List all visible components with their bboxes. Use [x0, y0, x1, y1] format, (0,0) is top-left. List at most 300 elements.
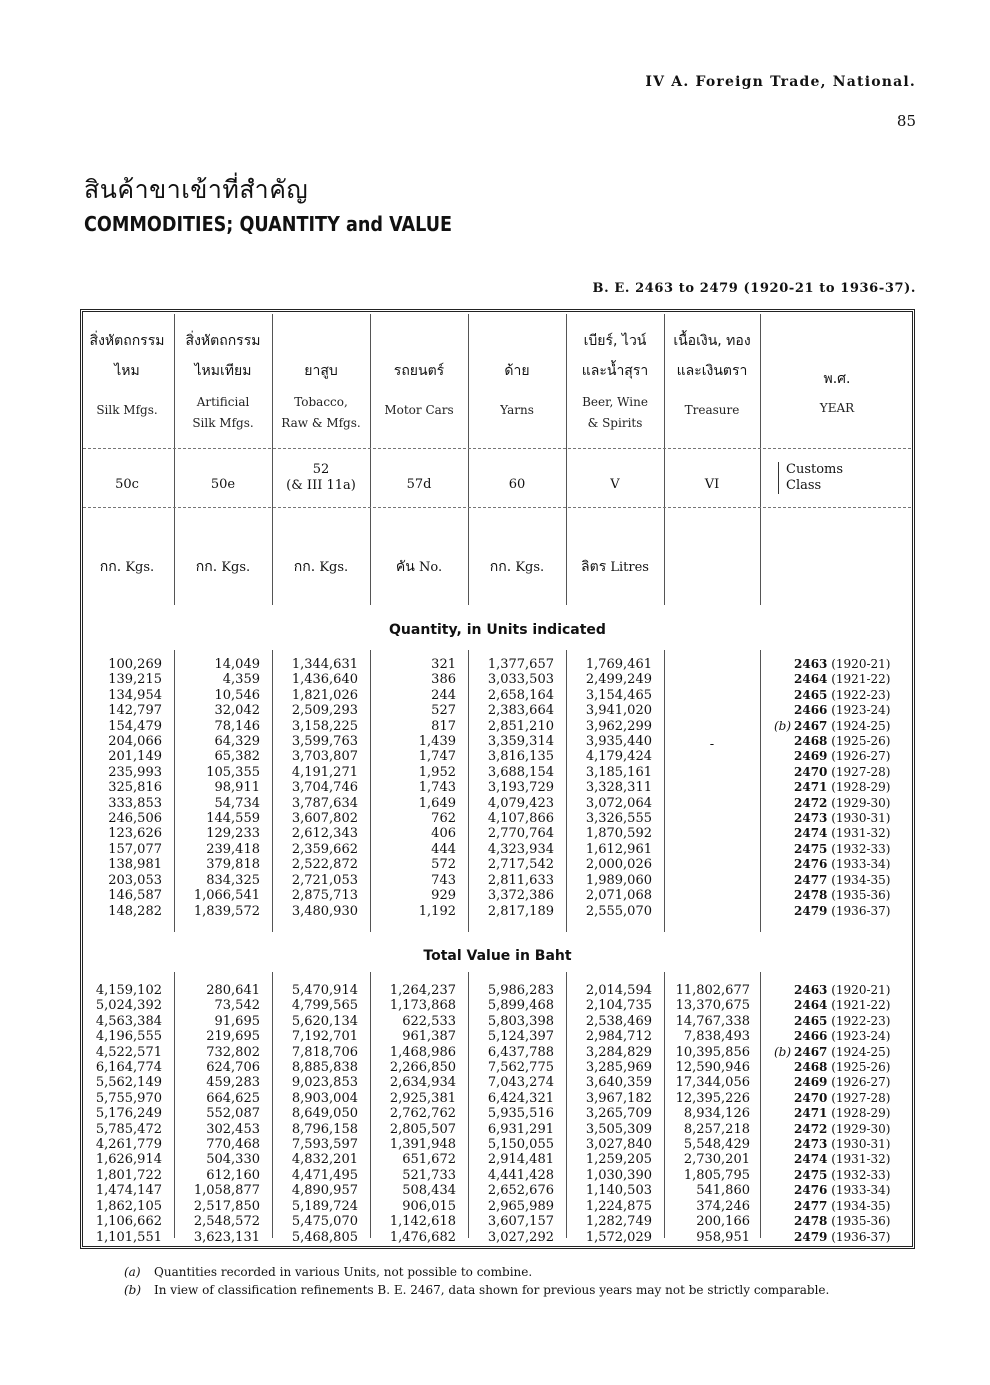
year-be: 2474 — [794, 826, 828, 841]
year-be: 2468 — [794, 734, 828, 749]
year-be: 2465 — [794, 1013, 828, 1028]
table-cell: 5,150,055 — [487, 1137, 554, 1153]
table-cell: 4,359 — [222, 672, 260, 688]
table-cell: 770,468 — [206, 1137, 260, 1153]
table-cell: 504,330 — [206, 1152, 260, 1168]
table-cell: 4,079,423 — [487, 795, 554, 811]
table-cell: 379,818 — [206, 857, 260, 873]
unit-label — [274, 556, 368, 578]
data-column — [262, 657, 358, 919]
year-be: 2470 — [794, 764, 828, 779]
table-cell: 333,853 — [108, 795, 162, 811]
footnote-a — [124, 1265, 532, 1279]
column-header — [176, 330, 270, 440]
year-ad: (1921-22) — [831, 672, 891, 687]
column-title-english-2: & Spirits — [587, 416, 643, 430]
year-row — [794, 998, 890, 1013]
table-cell: 4,563,384 — [95, 1013, 162, 1029]
table-cell: 91,695 — [214, 1013, 260, 1029]
table-cell: 154,479 — [108, 718, 162, 734]
column-title-english-1: Silk Mfgs. — [96, 403, 158, 417]
table-cell: 4,522,571 — [95, 1044, 162, 1060]
table-cell: 5,468,805 — [291, 1229, 358, 1245]
table-cell: 2,721,053 — [291, 872, 358, 888]
column-title-thai-1: เนื้อเงิน, ทอง — [673, 333, 751, 349]
column-title-english-1: Artificial — [196, 395, 250, 409]
table-cell: 2,517,850 — [193, 1198, 260, 1214]
table-cell: 7,593,597 — [291, 1137, 358, 1153]
column-title-english-1: Treasure — [684, 403, 740, 417]
table-cell: 6,164,774 — [95, 1060, 162, 1076]
table-cell: 302,453 — [206, 1121, 260, 1137]
table-cell: 123,626 — [108, 826, 162, 842]
year-row — [794, 1106, 890, 1121]
footnote-text: In view of classification refinements B. E. 2467, data shown for previous years may not be strictly comparable. — [154, 1283, 830, 1297]
year-ad: (1928-29) — [831, 1106, 891, 1121]
year-ad: (1935-36) — [831, 888, 891, 903]
table-cell: 201,149 — [108, 749, 162, 765]
table-cell: 8,796,158 — [291, 1121, 358, 1137]
year-ad: (1926-27) — [831, 749, 891, 764]
customs-class: 52 — [312, 462, 330, 477]
column-divider — [760, 314, 761, 605]
table-cell: 2,000,026 — [585, 857, 652, 873]
table-cell: 239,418 — [206, 841, 260, 857]
unit-label — [82, 556, 172, 578]
table-cell: 2,652,676 — [487, 1183, 554, 1199]
table-cell: 3,027,292 — [487, 1229, 554, 1245]
year-ad: (1924-25) — [831, 718, 891, 733]
column-title-english-2: Raw & Mfgs. — [281, 416, 361, 430]
table-cell: 12,395,226 — [675, 1090, 750, 1106]
year-row — [794, 857, 890, 872]
year-row — [794, 1137, 890, 1152]
year-ad: (1932-33) — [831, 1167, 891, 1182]
table-cell: 7,043,274 — [487, 1075, 554, 1091]
unit-english: No. — [418, 560, 443, 575]
column-title-thai-1: สิ่งหัตถกรรม — [89, 333, 165, 349]
year-be: 2467 — [794, 1044, 828, 1059]
footnote-mark: (a) — [124, 1265, 141, 1279]
table-cell: 8,885,838 — [291, 1060, 358, 1076]
table-cell: 17,344,056 — [675, 1075, 750, 1091]
table-cell: 6,437,788 — [487, 1044, 554, 1060]
table-cell: 7,818,706 — [291, 1044, 358, 1060]
table-cell: 1,066,541 — [193, 888, 260, 904]
table-cell: 958,951 — [696, 1229, 750, 1245]
year-ad: (1921-22) — [831, 998, 891, 1013]
table-cell: 5,755,970 — [95, 1090, 162, 1106]
table-cell: 1,870,592 — [585, 826, 652, 842]
table-cell: 3,072,064 — [585, 795, 652, 811]
year-column — [774, 983, 891, 1245]
table-cell: 2,359,662 — [291, 841, 358, 857]
table-cell: 1,058,877 — [193, 1183, 260, 1199]
table-cell: 1,476,682 — [389, 1229, 456, 1245]
table-cell: 3,599,763 — [291, 734, 358, 750]
year-ad: (1920-21) — [831, 983, 891, 997]
column-divider — [664, 650, 665, 932]
table-cell: 5,899,468 — [487, 998, 554, 1014]
year-be: 2475 — [794, 1167, 828, 1182]
year-row — [794, 904, 890, 919]
year-ad: (1929-30) — [831, 1121, 891, 1136]
table-cell: 4,261,779 — [95, 1137, 162, 1153]
section-head-quantity: Quantity, in Units indicated — [389, 622, 606, 638]
table-cell: 1,805,795 — [683, 1167, 750, 1183]
table-cell: 1,140,503 — [585, 1183, 652, 1199]
table-cell: 2,762,762 — [389, 1106, 456, 1122]
table-cell: 2,770,764 — [487, 826, 554, 842]
year-ad: (1930-31) — [831, 1137, 891, 1152]
column-title-thai-1: เบียร์, ไวน์ — [583, 333, 647, 349]
table-cell: 8,649,050 — [291, 1106, 358, 1122]
table-cell: 521,733 — [402, 1167, 456, 1183]
year-ad: (1924-25) — [831, 1044, 891, 1059]
table-cell: 612,160 — [206, 1167, 260, 1183]
year-row — [794, 703, 890, 718]
year-row — [794, 811, 890, 826]
year-header-english: YEAR — [819, 401, 855, 415]
table-cell: 5,475,070 — [291, 1214, 358, 1230]
table-cell: 1,106,662 — [95, 1214, 162, 1230]
unit-label — [176, 556, 270, 578]
table-cell: 157,077 — [108, 841, 162, 857]
year-be: 2465 — [794, 687, 828, 702]
table-cell: 2,555,070 — [585, 903, 652, 919]
table-cell: 4,196,555 — [95, 1029, 162, 1045]
table-cell: 2,717,542 — [487, 857, 554, 873]
table-cell: 444 — [431, 841, 456, 857]
table-cell: 203,053 — [108, 872, 162, 888]
table-cell: 2,266,850 — [389, 1060, 456, 1076]
table-cell: 1,626,914 — [95, 1152, 162, 1168]
table-cell: 459,283 — [206, 1075, 260, 1091]
page-number: 85 — [896, 112, 916, 130]
year-header-thai: พ.ศ. — [823, 371, 851, 387]
column-title-english-1: Beer, Wine — [582, 395, 648, 409]
year-row — [774, 1044, 891, 1060]
table-cell: 1,264,237 — [389, 983, 456, 998]
year-ad: (1933-34) — [831, 1183, 891, 1198]
year-be: 2472 — [794, 795, 828, 810]
year-be: 2463 — [794, 657, 828, 671]
column-header — [372, 330, 466, 440]
table-cell: 1,743 — [418, 780, 456, 796]
year-ad: (1936-37) — [831, 1229, 891, 1244]
year-be: 2475 — [794, 841, 828, 856]
table-cell: 5,548,429 — [683, 1137, 750, 1153]
table-cell: 2,548,572 — [193, 1214, 260, 1230]
table-cell: 146,587 — [108, 888, 162, 904]
table-cell: 2,522,872 — [291, 857, 358, 873]
table-cell: 541,860 — [696, 1183, 750, 1199]
year-ad: (1927-28) — [831, 764, 891, 779]
year-ad: (1925-26) — [831, 1060, 891, 1075]
column-title-english-1: Yarns — [500, 403, 534, 417]
data-column — [654, 983, 750, 1245]
customs-class: VI — [704, 477, 720, 492]
table-cell: 2,805,507 — [389, 1121, 456, 1137]
table-cell: 3,284,829 — [585, 1044, 652, 1060]
table-cell: 664,625 — [206, 1090, 260, 1106]
table-cell: 13,370,675 — [675, 998, 750, 1014]
year-be: 2469 — [794, 749, 828, 764]
table-cell: 4,107,866 — [487, 811, 554, 827]
table-cell: 129,233 — [206, 826, 260, 842]
year-row — [794, 888, 890, 903]
year-mark: (b) — [774, 1044, 792, 1059]
table-cell: 325,816 — [108, 780, 162, 796]
table-cell: 1,439 — [418, 734, 456, 750]
year-row — [794, 749, 890, 764]
table-cell: 100,269 — [108, 657, 162, 672]
unit-english: Kgs. — [221, 560, 251, 575]
table-cell: 2,104,735 — [585, 998, 652, 1014]
table-cell: 1,612,961 — [585, 841, 652, 857]
table-cell: 1,344,631 — [291, 657, 358, 672]
year-be: 2471 — [794, 1106, 828, 1121]
year-row — [794, 1168, 890, 1183]
header-rule — [83, 507, 911, 508]
table-cell: 732,802 — [206, 1044, 260, 1060]
year-ad: (1935-36) — [831, 1214, 891, 1229]
table-cell: 1,952 — [418, 764, 456, 780]
table-cell: 5,986,283 — [487, 983, 554, 998]
table-cell: 374,246 — [696, 1198, 750, 1214]
year-column — [774, 657, 891, 919]
year-row — [794, 842, 890, 857]
year-row — [794, 657, 890, 672]
table-cell: 1,468,986 — [389, 1044, 456, 1060]
table-cell: 1,224,875 — [585, 1198, 652, 1214]
table-cell: 3,962,299 — [585, 718, 652, 734]
data-column — [66, 657, 162, 919]
table-cell: 14,767,338 — [675, 1013, 750, 1029]
year-be: 2474 — [794, 1152, 828, 1167]
customs-class-header — [778, 462, 843, 494]
year-be: 2470 — [794, 1090, 828, 1105]
table-cell: 14,049 — [214, 657, 260, 672]
table-cell: 5,470,914 — [291, 983, 358, 998]
table-cell: 2,811,633 — [487, 872, 554, 888]
table-cell: 743 — [431, 872, 456, 888]
footnote-mark: (b) — [124, 1283, 142, 1297]
year-row — [794, 734, 890, 749]
table-cell: 3,607,802 — [291, 811, 358, 827]
table-cell: 3,935,440 — [585, 734, 652, 750]
column-title-thai-2: รถยนตร์ — [393, 363, 445, 379]
year-ad: (1923-24) — [831, 1029, 891, 1044]
table-cell: 1,839,572 — [193, 903, 260, 919]
column-title-thai-2: ไหมเทียม — [194, 363, 252, 379]
table-cell: 386 — [431, 672, 456, 688]
footnote-b — [124, 1283, 829, 1297]
table-cell: 7,838,493 — [683, 1029, 750, 1045]
year-ad: (1922-23) — [831, 687, 891, 702]
table-cell: 9,023,853 — [291, 1075, 358, 1091]
table-cell: 3,372,386 — [487, 888, 554, 904]
year-row — [794, 1152, 890, 1167]
unit-thai: กก. — [195, 559, 218, 575]
year-be: 2476 — [794, 1183, 828, 1198]
year-be: 2464 — [794, 998, 828, 1013]
table-cell: 32,042 — [214, 703, 260, 719]
footnote-text: Quantities recorded in various Units, not possible to combine. — [154, 1265, 533, 1279]
year-ad: (1930-31) — [831, 811, 891, 826]
column-header — [82, 330, 172, 440]
table-cell: 11,802,677 — [675, 983, 750, 998]
year-be: 2478 — [794, 1214, 828, 1229]
data-column — [164, 983, 260, 1245]
year-row — [794, 688, 890, 703]
year-ad: (1931-32) — [831, 1152, 891, 1167]
year-ad: (1927-28) — [831, 1090, 891, 1105]
table-cell: 6,931,291 — [487, 1121, 554, 1137]
table-cell: 4,159,102 — [95, 983, 162, 998]
title-thai: สินค้าขาเข้าที่สำคัญ — [84, 175, 309, 204]
year-row — [794, 1029, 890, 1044]
column-title-thai-2: และน้ำสุรา — [581, 363, 649, 379]
table-cell: 622,533 — [402, 1013, 456, 1029]
customs-class: 50e — [210, 477, 236, 492]
customs-class: 50c — [115, 477, 139, 492]
year-row — [794, 983, 890, 998]
table-cell: 3,623,131 — [193, 1229, 260, 1245]
table-cell: 3,027,840 — [585, 1137, 652, 1153]
table-cell: 280,641 — [206, 983, 260, 998]
customs-class: V — [610, 477, 620, 492]
table-cell: 148,282 — [108, 903, 162, 919]
year-be: 2477 — [794, 1198, 828, 1213]
year-be: 2463 — [794, 983, 828, 997]
table-cell: 3,816,135 — [487, 749, 554, 765]
year-row — [794, 1014, 890, 1029]
table-cell: 10,395,856 — [675, 1044, 750, 1060]
table-cell: 321 — [431, 657, 456, 672]
column-title-thai-1: สิ่งหัตถกรรม — [185, 333, 261, 349]
unit-english: Kgs. — [125, 560, 155, 575]
table-cell: 4,191,271 — [291, 764, 358, 780]
table-cell: 246,506 — [108, 811, 162, 827]
table-cell: 3,265,709 — [585, 1106, 652, 1122]
table-cell: 204,066 — [108, 734, 162, 750]
table-cell: 138,981 — [108, 857, 162, 873]
year-be: 2478 — [794, 888, 828, 903]
table-cell: 98,911 — [214, 780, 260, 796]
table-cell: 4,799,565 — [291, 998, 358, 1014]
table-cell: 5,562,149 — [95, 1075, 162, 1091]
table-cell: 3,154,465 — [585, 687, 652, 703]
unit-english: Kgs. — [319, 560, 349, 575]
table-cell: 2,984,712 — [585, 1029, 652, 1045]
column-title-thai-2: และเงินตรา — [676, 363, 748, 379]
year-ad: (1934-35) — [831, 1198, 891, 1213]
table-cell: 3,505,309 — [585, 1121, 652, 1137]
table-cell: 134,954 — [108, 687, 162, 703]
table-cell: 7,562,775 — [487, 1060, 554, 1076]
table-cell: 2,634,934 — [389, 1075, 456, 1091]
year-be: 2473 — [794, 1137, 828, 1152]
customs-class: 60 — [508, 477, 526, 492]
table-cell: 762 — [431, 811, 456, 827]
column-title-thai-2: ยาสูบ — [304, 363, 338, 379]
table-cell: 64,329 — [214, 734, 260, 750]
table-cell: 200,166 — [696, 1214, 750, 1230]
table-cell: 3,285,969 — [585, 1060, 652, 1076]
table-cell: 2,914,481 — [487, 1152, 554, 1168]
table-cell: 2,875,713 — [291, 888, 358, 904]
year-row — [794, 1183, 890, 1198]
column-header — [568, 330, 662, 440]
column-divider — [566, 314, 567, 605]
table-cell: 10,546 — [214, 687, 260, 703]
year-be: 2464 — [794, 672, 828, 687]
table-cell: 3,688,154 — [487, 764, 554, 780]
unit-label — [568, 556, 662, 578]
table-cell: 3,941,020 — [585, 703, 652, 719]
year-be: 2471 — [794, 780, 828, 795]
table-cell: 5,024,392 — [95, 998, 162, 1014]
year-row — [794, 672, 890, 687]
table-cell: 572 — [431, 857, 456, 873]
table-cell: 4,179,424 — [585, 749, 652, 765]
year-row — [794, 796, 890, 811]
table-cell: 961,387 — [402, 1029, 456, 1045]
table-cell: 12,590,946 — [675, 1060, 750, 1076]
table-cell: 4,441,428 — [487, 1167, 554, 1183]
table-cell: 1,259,205 — [585, 1152, 652, 1168]
data-column — [458, 983, 554, 1245]
table-cell: 54,734 — [214, 795, 260, 811]
table-cell: 2,071,068 — [585, 888, 652, 904]
table-cell: 4,323,934 — [487, 841, 554, 857]
data-column — [458, 657, 554, 919]
table-cell: 4,471,495 — [291, 1167, 358, 1183]
header-rule — [83, 448, 911, 449]
year-be: 2479 — [794, 903, 828, 918]
year-be: 2477 — [794, 872, 828, 887]
table-cell: 2,965,989 — [487, 1198, 554, 1214]
year-ad: (1922-23) — [831, 1013, 891, 1028]
year-ad: (1933-34) — [831, 857, 891, 872]
table-cell: 3,328,311 — [585, 780, 652, 796]
customs-class-header-2: Class — [786, 478, 822, 493]
table-cell: 2,383,664 — [487, 703, 554, 719]
year-row — [774, 718, 891, 734]
year-ad: (1931-32) — [831, 826, 891, 841]
table-cell: 834,325 — [206, 872, 260, 888]
customs-class-sub: (& III 11a) — [286, 478, 356, 493]
table-cell: 1,142,618 — [389, 1214, 456, 1230]
table-cell: 4,832,201 — [291, 1152, 358, 1168]
year-be: 2467 — [794, 718, 828, 733]
year-ad: (1929-30) — [831, 795, 891, 810]
column-header — [274, 330, 368, 440]
table-cell: 1,474,147 — [95, 1183, 162, 1199]
table-cell: 105,355 — [206, 764, 260, 780]
table-cell: 78,146 — [214, 718, 260, 734]
table-cell: 2,817,189 — [487, 903, 554, 919]
table-cell: 651,672 — [402, 1152, 456, 1168]
title-english: COMMODITIES; QUANTITY and VALUE — [84, 212, 453, 236]
table-cell: 8,903,004 — [291, 1090, 358, 1106]
year-be: 2472 — [794, 1121, 828, 1136]
column-title-english-1: Tobacco, — [294, 395, 348, 409]
unit-english: Litres — [610, 560, 649, 575]
column-title-thai-2: ไหม — [114, 363, 140, 379]
table-cell: 3,967,182 — [585, 1090, 652, 1106]
